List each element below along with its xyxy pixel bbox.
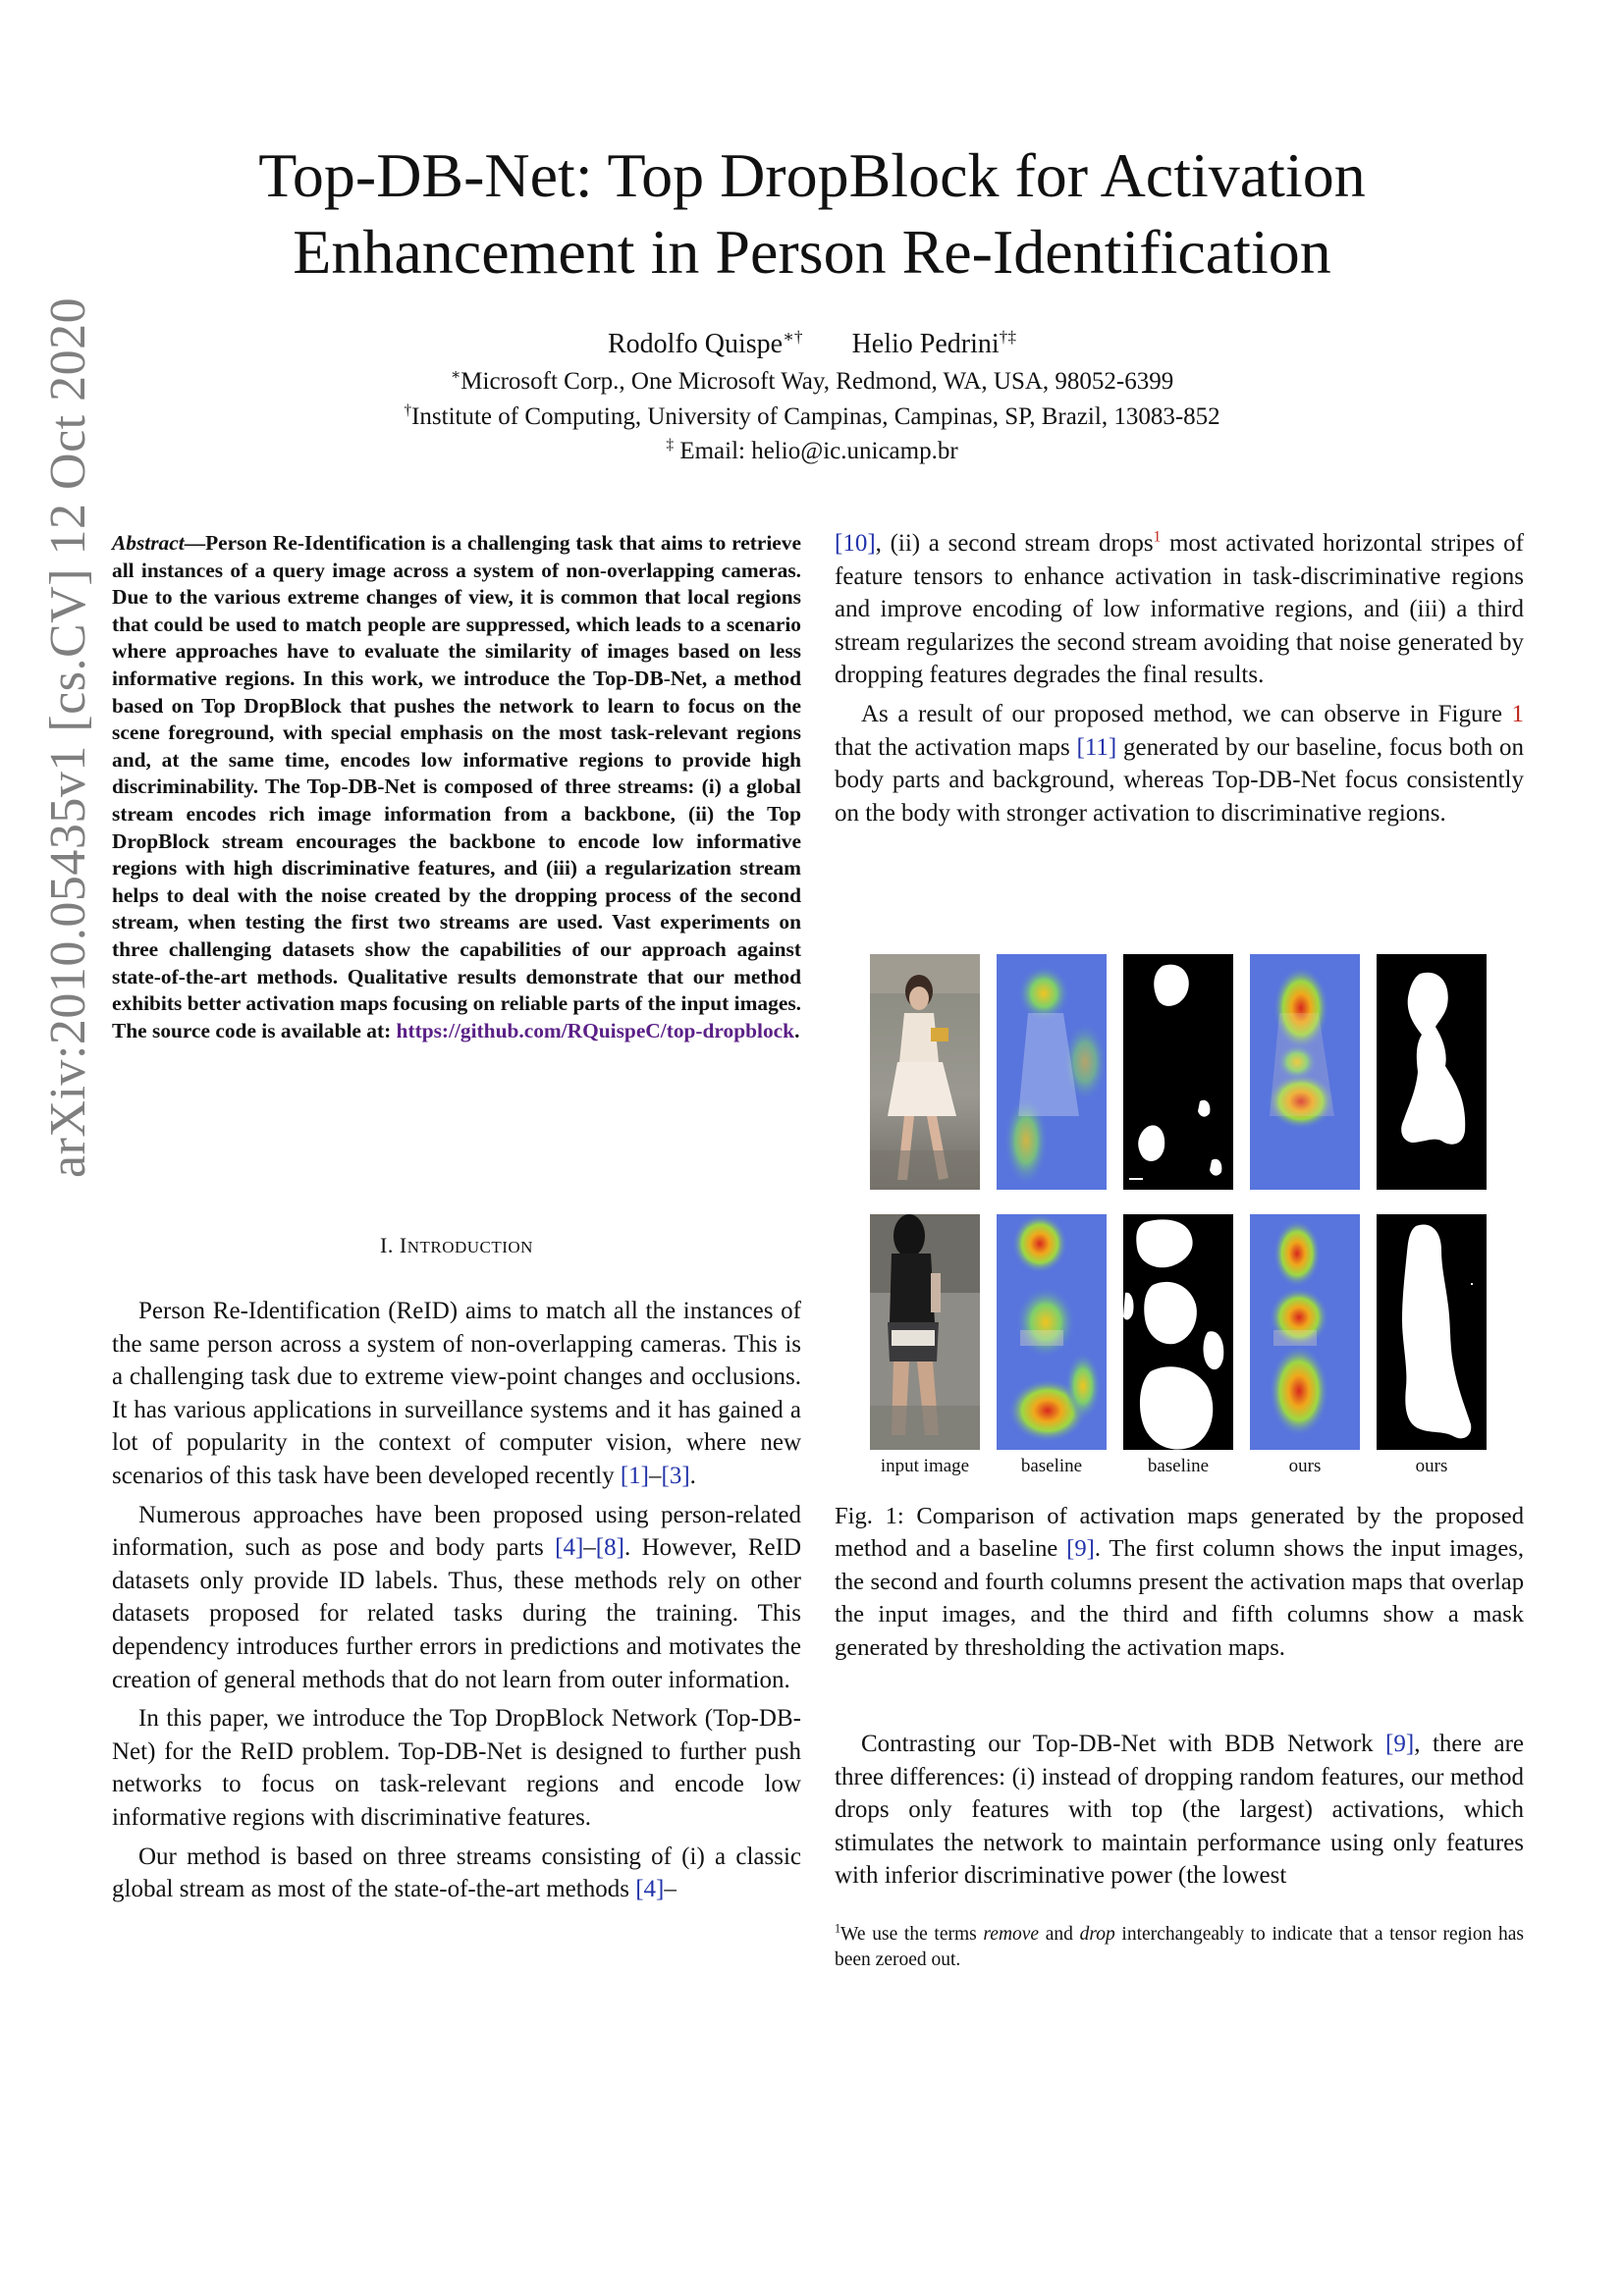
paragraph: In this paper, we introduce the Top DropBlock Network (Top-DB-Net) for the ReID problem. Top-DB-Net is designed to further push networks to focus on task-relevant regions and encode low informative regions with discriminative features. (112, 1705, 801, 1831)
paragraph-text: that the activation maps (835, 733, 1077, 761)
baseline-activation-map (997, 954, 1107, 1190)
arxiv-identifier: arXiv:2010.05435v1 [cs.CV] 12 Oct 2020 (40, 296, 96, 1178)
range-dash: – (583, 1534, 596, 1562)
paragraph-text: Person Re-Identification (ReID) aims to match all the instances of the same person across a system of non-overlapping cameras. This is a challenging task due to extreme view-point changes and occlusions. It has various applications in surveillance systems and it has gained a lot of popularity in the context of computer vision, where new scenarios of this task have been developed recently (112, 1298, 801, 1489)
figure-column-label: ours (1288, 1456, 1322, 1476)
abstract-end: . (794, 1018, 800, 1042)
affiliation-mark: ‡ (666, 436, 675, 454)
citation-link[interactable]: [9] (1385, 1731, 1415, 1757)
figure-column-labels (870, 1456, 1489, 1481)
paragraph-text: most activated horizontal stripes of feature tensors to enhance activation in task-discriminative regions and improve encoding of low informative regions, and (iii) a third stream regularizes the second stream avoiding that noise generated by dropping features degrades the final results. (835, 530, 1524, 689)
figure-column-label: ours (1415, 1456, 1448, 1476)
range-dash: – (649, 1462, 662, 1489)
source-code-link[interactable]: https://github.com/RQuispeC/top-dropblock (396, 1018, 795, 1042)
affiliation-mark: ∗ (450, 366, 461, 384)
abstract-text: Person Re-Identification is a challenging task that aims to retrieve all instances of a query image across a system of non-overlapping cameras. Due to the various extreme changes of view, it is common that local regions that could be used to match people are suppressed, which leads to a scenario where approaches have to evaluate the similarity of images based on less informative regions. In this work, we introduce the Top-DB-Net, a method based on Top DropBlock that pushes the network to learn to focus on the scene foreground, with special emphasis on the most task-relevant regions and, at the same time, encodes low informative regions to provide high discriminability. The Top-DB-Net is composed of three streams: (i) a global stream encodes rich image information from a backbone, (ii) the Top DropBlock stream encourages the backbone to encode low informative regions with high discriminative features, and (iii) a regularization stream helps to deal with the noise created by the dropping process of the second stream, when testing the first two streams are used. Vast experiments on three challenging datasets show the capabilities of our approach against state-of-the-art methods. Qualitative results demonstrate that our method exhibits better activation maps focusing on reliable parts of the input images. The source code is available at: (112, 531, 801, 1042)
figure-1 (870, 954, 1489, 1474)
abstract-heading: Abstract (112, 531, 185, 555)
citation-link[interactable]: [3] (661, 1462, 690, 1489)
affiliation-text: Institute of Computing, University of Campinas, Campinas, SP, Brazil, 13083-852 (411, 403, 1220, 430)
author-name: Rodolfo Quispe (607, 329, 784, 359)
ours-mask (1377, 1214, 1487, 1450)
title-line-2: Enhancement in Person Re-Identification (293, 217, 1331, 287)
introduction-right-continued (835, 1728, 1524, 1898)
citation-link[interactable]: [9] (1066, 1535, 1095, 1563)
figure-column-label: baseline (1020, 1456, 1083, 1476)
introduction-left-column (112, 1295, 801, 1912)
range-dash: – (664, 1876, 677, 1903)
citation-link[interactable]: [1] (620, 1462, 650, 1489)
section-number: I. (380, 1233, 400, 1257)
caption-text: . The first column shows the input images, the second and fourth columns present the activation maps that overlap the input images, and the third and fifth columns show a mask generated by thresholding the activation maps. (835, 1535, 1524, 1661)
section-heading-introduction (112, 1233, 801, 1258)
footnote-text: and (1039, 1924, 1080, 1945)
footnote-number: 1 (835, 1921, 841, 1936)
paper-title (147, 137, 1477, 291)
footnote (835, 1922, 1524, 1973)
paragraph-text: Our method is based on three streams consisting of (i) a classic global stream as most of the state-of-the-art methods (112, 1842, 801, 1903)
paragraph-end: . (689, 1462, 696, 1489)
footnote-text: interchangeably to indicate that a tensor region has been zeroed out. (835, 1924, 1524, 1970)
citation-link[interactable]: [4] (555, 1534, 584, 1562)
ours-activation-map (1250, 1214, 1360, 1450)
figure-column-label: input image (880, 1456, 970, 1476)
paragraph (112, 1841, 801, 1906)
paragraph-text: , (ii) a second stream drops (875, 530, 1154, 557)
citation-link[interactable]: [10] (835, 530, 876, 557)
section-title-rest: NTRODUCTION (406, 1238, 533, 1256)
ours-activation-map (1250, 954, 1360, 1190)
ours-mask (1377, 954, 1487, 1190)
affiliation (147, 435, 1477, 468)
affiliation (147, 400, 1477, 434)
affiliation-email: Email: helio@ic.unicamp.br (674, 438, 958, 464)
input-image-thumbnail (870, 954, 980, 1190)
author-affiliation-marks: ∗† (783, 327, 803, 347)
paragraph-text: As a result of our proposed method, we can observe in Figure (861, 700, 1512, 727)
footnote-term: drop (1079, 1924, 1115, 1945)
baseline-activation-map (997, 1214, 1107, 1450)
title-line-1: Top-DB-Net: Top DropBlock for Activation (258, 140, 1366, 210)
baseline-mask (1123, 954, 1233, 1190)
citation-link[interactable]: [8] (595, 1534, 624, 1562)
caption-text: Fig. 1: Comparison of activation maps generated by the proposed method and a baseline (835, 1503, 1524, 1563)
paragraph (835, 698, 1524, 829)
section-initial: I (399, 1233, 407, 1257)
author-affiliation-marks: †‡ (999, 327, 1017, 347)
paragraph-text: Contrasting our Top-DB-Net with BDB Network (861, 1731, 1386, 1757)
paragraph (112, 1295, 801, 1493)
figure-row (870, 1214, 1489, 1450)
paragraph (835, 527, 1524, 692)
figure-column-label: baseline (1147, 1456, 1210, 1476)
figure-caption (835, 1500, 1524, 1664)
footnote-term: remove (983, 1924, 1040, 1945)
abstract (112, 530, 801, 1044)
affiliation (147, 365, 1477, 399)
abstract-dash: — (184, 531, 206, 555)
citation-link[interactable]: [11] (1076, 733, 1117, 761)
paragraph-text: generated by our baseline, focus both on body parts and background, whereas Top-DB-Net focus consistently on the body with stronger activation to discriminative regions. (835, 733, 1524, 827)
affiliation-text: Microsoft Corp., One Microsoft Way, Redmond, WA, USA, 98052-6399 (460, 368, 1174, 395)
paragraph-text: , there are three differences: (i) instead of dropping random features, our method drops only features with top (the largest) activations, which stimulates the network to maintain performance using only features with inferior discriminative power (the lowest (835, 1731, 1524, 1890)
paragraph (112, 1499, 801, 1697)
citation-link[interactable]: [4] (635, 1876, 665, 1903)
baseline-mask (1123, 1214, 1233, 1450)
author-list (147, 329, 1477, 360)
author-name: Helio Pedrini (851, 329, 1000, 359)
figure-reference-link[interactable]: 1 (1511, 700, 1524, 727)
introduction-right-column (835, 527, 1524, 835)
paragraph-text: Numerous approaches have been proposed using person-related information, such as pose and body parts (112, 1501, 801, 1562)
paragraph-text: . However, ReID datasets only provide ID labels. Thus, these methods rely on other datasets proposed for related tasks during the training. This dependency introduces further errors in predictions and motivates the creation of general methods that do not learn from outer information. (112, 1534, 801, 1693)
figure-row (870, 954, 1489, 1190)
paragraph (835, 1728, 1524, 1893)
input-image-thumbnail (870, 1214, 980, 1450)
affiliation-mark: † (404, 401, 412, 419)
footnote-text: We use the terms (840, 1924, 984, 1945)
footnote-marker[interactable]: 1 (1153, 528, 1162, 546)
